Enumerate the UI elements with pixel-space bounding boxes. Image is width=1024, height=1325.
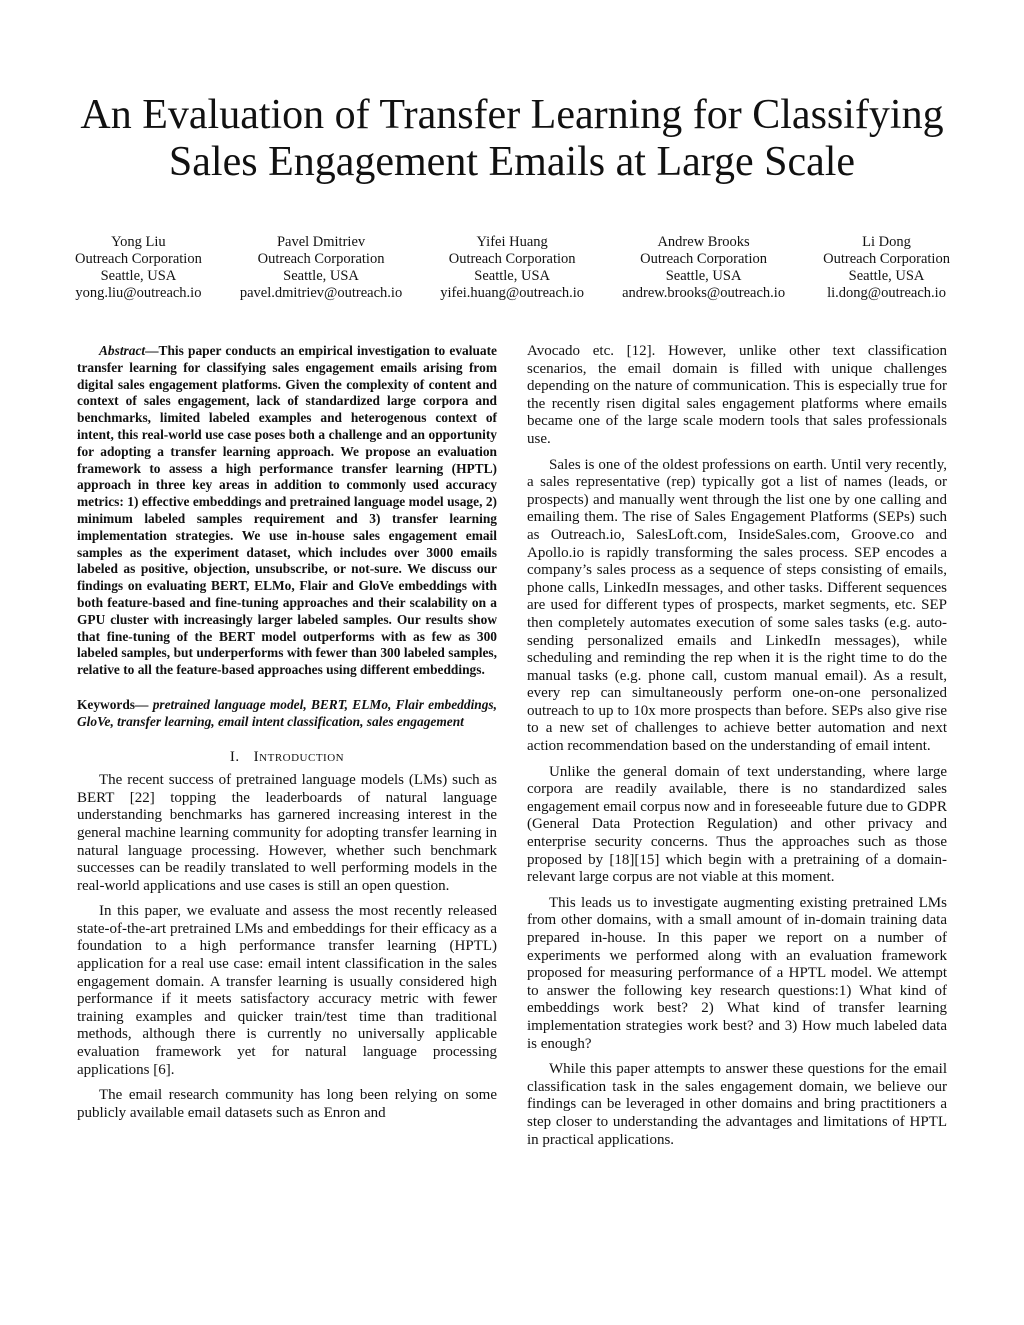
author-email: yifei.huang@outreach.io xyxy=(440,285,585,301)
author-org: Outreach Corporation xyxy=(823,251,950,267)
keywords-list: pretrained language model, BERT, ELMo, Flair embeddings, GloVe, transfer learning, email intent classification, sales engagement xyxy=(77,696,497,729)
abstract xyxy=(77,343,497,679)
author-name: Yifei Huang xyxy=(476,234,548,250)
author-location: Seattle, USA xyxy=(100,268,177,284)
keywords-label: Keywords— xyxy=(77,696,149,712)
paper-title xyxy=(60,92,964,186)
keywords xyxy=(77,697,497,731)
author-org: Outreach Corporation xyxy=(448,251,576,267)
paper-title-line-2: Sales Engagement Emails at Large Scale xyxy=(168,139,856,185)
author-name: Li Dong xyxy=(862,234,911,250)
author-card xyxy=(622,234,785,302)
body-paragraph: In this paper, we evaluate and assess the most recently released state-of-the-art pretrained LMs and embeddings for their efficacy as a foundation to a high performance transfer learning (HPTL) application for a real use case: email intent classification in the sales engagement domain. A transfer learning is usually considered high performance if it meets satisfactory accuracy metric with fewer training examples and quicker train/test time than traditional methods, although there is currently no universally applicable evaluation framework yet for natural language processing applications [6]. xyxy=(77,903,497,1078)
abstract-body: —This paper conducts an empirical investigation to evaluate transfer learning for classifying sales engagement emails arising from digital sales engagement platforms. Given the complexity of content and context of sales engagement, lack of standardized large corpora and benchmarks, limited labeled examples and heterogenous context of intent, this real-world use case poses both a challenge and an opportunity for adopting a transfer learning approach. We propose an evaluation framework to assess a high performance transfer learning (HPTL) approach in three key areas in addition to commonly used accuracy metrics: 1) effective embeddings and pretrained language model usage, 2) minimum labeled samples requirement and 3) transfer learning implementation strategies. We use in-house sales engagement email samples as the experiment dataset, which includes over 3000 emails labeled as positive, objection, unsubscribe, or not-sure. We discuss our findings on evaluating BERT, ELMo, Flair and GloVe embeddings with both feature-based and fine-tuning approaches and their scalability on a GPU cluster with increasingly larger labeled samples. Our results show that fine-tuning of the BERT model outperforms with as few as 300 labeled samples, but underperforms with fewer than 300 labeled samples, relative to all the feature-based approaches using different embeddings. xyxy=(77,343,497,678)
author-org: Outreach Corporation xyxy=(257,251,385,267)
author-location: Seattle, USA xyxy=(665,268,742,284)
body-paragraph: Unlike the general domain of text understanding, where large corpora are readily available, there is no standardized sales engagement email corpus now and in foreseeable future due to GDPR (General Data Protection Regulation) and other privacy and enterprise security concerns. Thus the approaches such as those proposed by [18][15] which begin with a pretraining of a domain-relevant large corpus are not viable at this moment. xyxy=(527,763,947,886)
author-email: andrew.brooks@outreach.io xyxy=(622,285,786,301)
section-number: I. xyxy=(229,748,240,765)
body-paragraph: The recent success of pretrained language models (LMs) such as BERT [22] topping the leaderboards of natural language understanding benchmarks has garnered increasing interest in the general machine learning community for adopting transfer learning in natural language processing. However, whether such benchmark successes can be readily translated to well performing models in the real-world applications and use cases is still an open question. xyxy=(77,772,497,894)
author-email: pavel.dmitriev@outreach.io xyxy=(239,285,403,301)
author-name: Yong Liu xyxy=(111,234,166,250)
author-email: li.dong@outreach.io xyxy=(827,285,946,301)
author-card xyxy=(823,234,950,302)
author-email: yong.liu@outreach.io xyxy=(75,285,202,301)
left-column xyxy=(77,343,497,1130)
author-card xyxy=(440,234,584,302)
author-block xyxy=(75,234,950,302)
author-org: Outreach Corporation xyxy=(640,251,767,267)
author-card xyxy=(240,234,402,302)
right-column xyxy=(527,343,947,1157)
author-org: Outreach Corporation xyxy=(75,251,202,267)
section-heading-introduction xyxy=(77,749,497,767)
body-paragraph: While this paper attempts to answer these questions for the email classification task in the sales engagement domain, we believe our findings can be leveraged in other domains and bring practitioners a step closer to understanding the advantages and limitations of HPTL in practical applications. xyxy=(527,1061,947,1148)
body-paragraph: Avocado etc. [12]. However, unlike other text classification scenarios, the email domain is filled with unique challenges depending on the nature of communication. This is especially true for the recently risen digital sales engagement platforms where emails became one of the large scale modern tools that sales professionals use. xyxy=(527,343,947,447)
author-name: Pavel Dmitriev xyxy=(276,234,366,250)
body-paragraph: This leads us to investigate augmenting existing pretrained LMs from other domains, with a small amount of in-domain training data prepared in-house. In this paper we report on a number of experiments we performed along with an evaluation framework proposed for measuring performance of a HPTL model. We attempt to answer the following key research questions:1) What kind of embeddings work best? 2) What kind of transfer learning implementation strategies work best? and 3) How much labeled data is enough? xyxy=(527,894,947,1052)
author-location: Seattle, USA xyxy=(848,268,925,284)
author-location: Seattle, USA xyxy=(283,268,359,284)
section-title: Introduction xyxy=(253,748,345,765)
author-name: Andrew Brooks xyxy=(657,234,750,250)
author-location: Seattle, USA xyxy=(474,268,550,284)
body-paragraph: Sales is one of the oldest professions on earth. Until very recently, a sales representative (rep) typically got a list of names (leads, or prospects) and manually went through the list one by one calling and emailing them. The rise of Sales Engagement Platforms (SEPs) such as Outreach.io, SalesLoft.com, InsideSales.com, Groove.co and Apollo.io is rapidly transforming the sales process. SEP encodes a company’s sales process as a sequence of steps consisting of emails, phone calls, LinkedIn messages, and other tasks. Different sequences are used for different types of prospects, market segments, etc. SEP then completely automates execution of some sales tasks (e.g. auto-sending personalized emails and LinkedIn messages), while scheduling and reminding the rep when it is the right time to do the manual tasks (e.g. phone call, custom manual email). As a result, every rep can simultaneously perform one-on-one personalized outreach to up to 10x more prospects than before. SEPs also give rise to a new set of challenges to achieve better automation and next action recommendation based on the understanding of email intent. xyxy=(527,456,947,755)
abstract-label: Abstract xyxy=(99,343,146,358)
paper-title-line-1: An Evaluation of Transfer Learning for Classifying xyxy=(80,92,944,138)
author-card xyxy=(75,234,202,302)
body-paragraph: The email research community has long been relying on some publicly available email datasets such as Enron and xyxy=(77,1087,497,1121)
